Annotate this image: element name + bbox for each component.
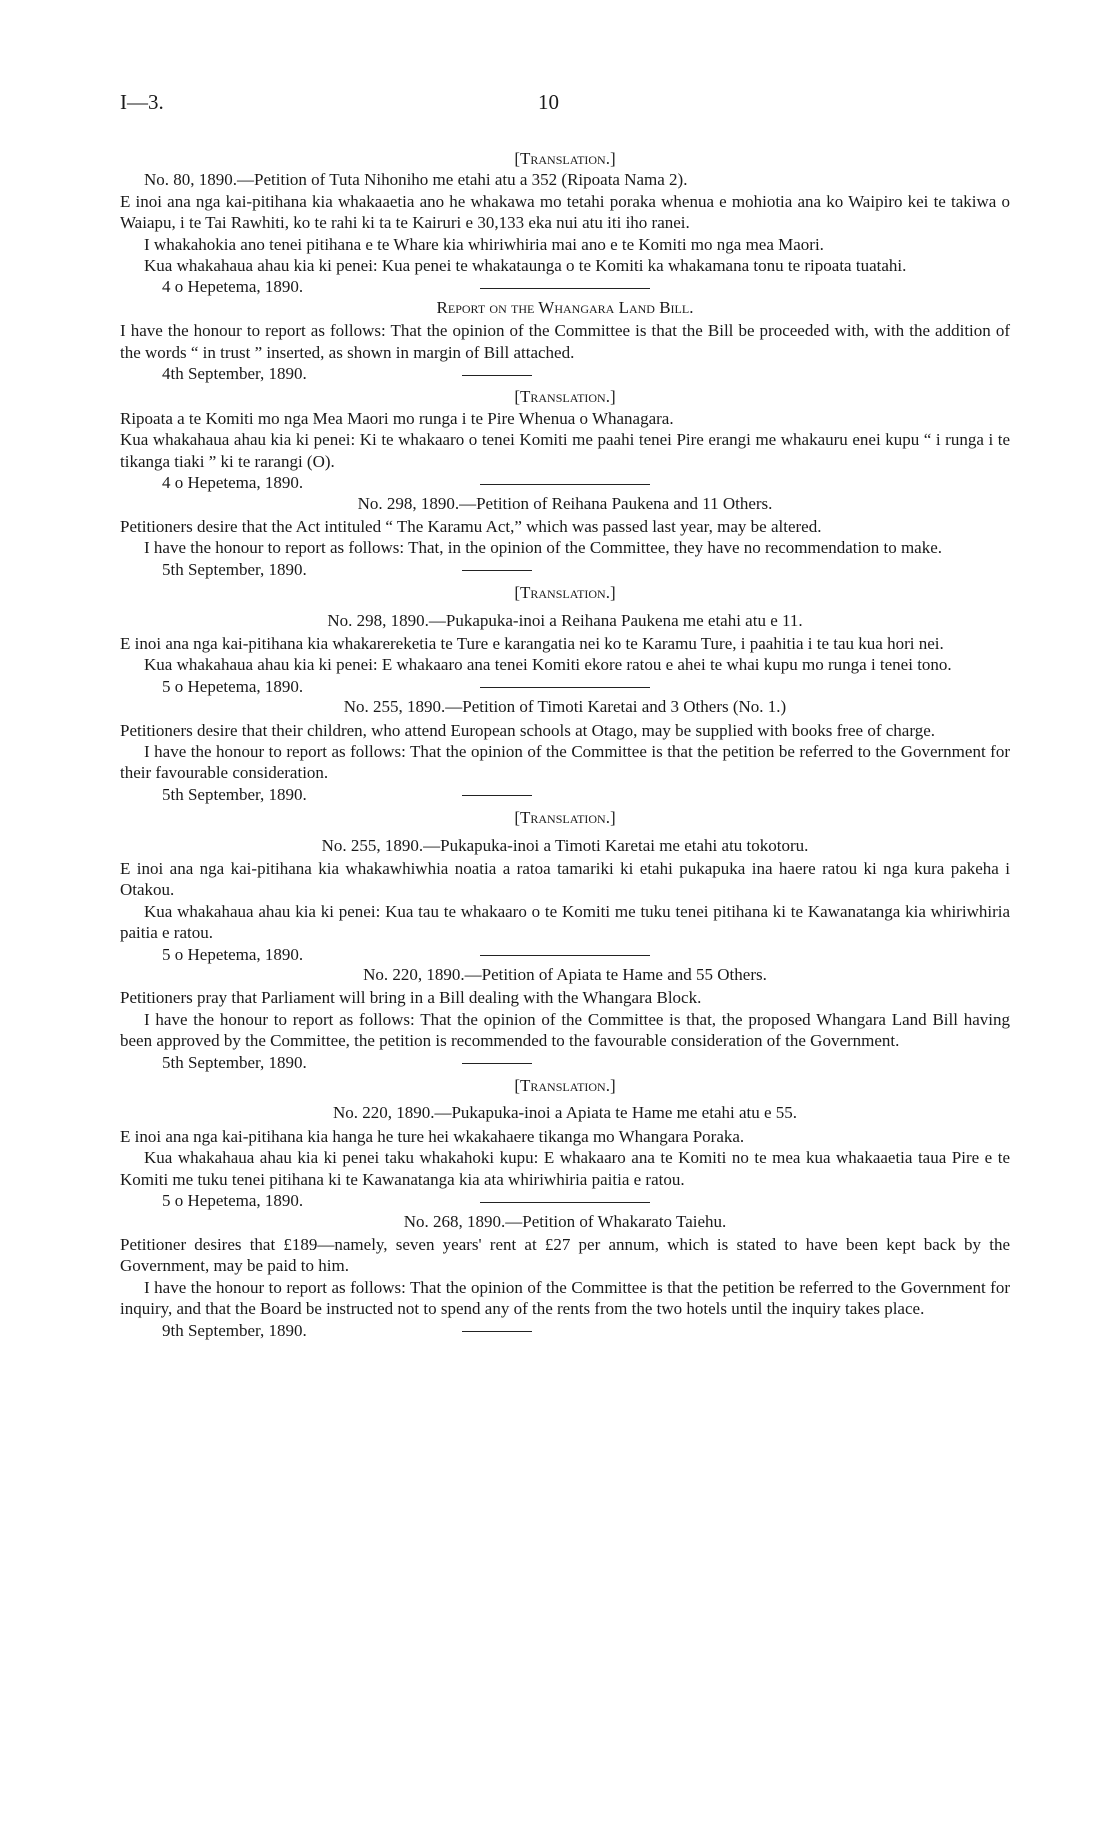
section-petition-80 xyxy=(120,148,1010,297)
section-title: No. 268, 1890.—Petition of Whakarato Taiehu. xyxy=(403,1211,727,1231)
section-whangara-report xyxy=(120,297,1010,493)
section-petition-255 xyxy=(120,696,1010,964)
paragraph: Petitioners desire that the Act intituled “ The Karamu Act,” which was passed last year, may be altered. xyxy=(120,516,822,536)
section-title: No. 80, 1890.—Petition of Tuta Nihoniho me etahi atu a 352 (Ripoata Nama 2). xyxy=(144,170,688,190)
document-body xyxy=(120,146,1010,1341)
section-title: Report on the Whangara Land Bill. xyxy=(436,297,694,317)
paragraph: E inoi ana nga kai-pitihana kia whakaaetia ano he whakawa mo tetahi poraka whenua e mohiotia ana ko Waipiro kei te takiwa o Waiapu, i te Tai Rawhiti, ko te rahi ki ta te Kairuri e 30,133 eka nui atu iti iho ranei. xyxy=(120,191,1010,233)
section-title: No. 255, 1890.—Pukapuka-inoi a Timoti Karetai me etahi atu tokotoru. xyxy=(321,835,809,855)
divider xyxy=(480,288,650,289)
date: 4 o Hepetema, 1890. xyxy=(162,473,304,493)
section-title: No. 220, 1890.—Pukapuka-inoi a Apiata te Hame me etahi atu e 55. xyxy=(332,1103,798,1123)
translation-label: [Translation.] xyxy=(514,808,616,828)
divider xyxy=(462,1063,532,1064)
date: 5 o Hepetema, 1890. xyxy=(162,1191,304,1211)
paragraph: E inoi ana nga kai-pitihana kia whakawhiwhia noatia a ratoa tamariki ki etahi pukapuka ina haere ratou ki nga kura pakeha i Otakou. xyxy=(120,859,1010,900)
section-title: No. 298, 1890.—Petition of Reihana Paukena and 11 Others. xyxy=(357,493,773,513)
paragraph: I have the honour to report as follows: That, in the opinion of the Committee, they have no recommendation to make. xyxy=(144,538,943,558)
paragraph: E inoi ana nga kai-pitihana kia hanga he ture hei wkakahaere tikanga mo Whangara Poraka. xyxy=(120,1126,745,1146)
divider xyxy=(462,1331,532,1332)
paragraph: I have the honour to report as follows: That the opinion of the Committee is that the petition be referred to the Government for inquiry, and that the Board be instructed not to spend any of the rents from the two hotels until the inquiry takes place. xyxy=(120,1277,1010,1319)
date: 5th September, 1890. xyxy=(162,1052,307,1072)
date: 5 o Hepetema, 1890. xyxy=(162,676,304,696)
section-title: No. 298, 1890.—Pukapuka-inoi a Reihana Paukena me etahi atu e 11. xyxy=(327,610,803,630)
paragraph: E inoi ana nga kai-pitihana kia whakarereketia te Ture e karangatia nei ko te Karamu Ture, i paahitia i te tau kua hori nei. xyxy=(120,633,944,653)
page-number: 10 xyxy=(538,90,559,114)
divider xyxy=(480,484,650,485)
section-petition-298 xyxy=(120,493,1010,696)
translation-label: [Translation.] xyxy=(514,387,616,407)
translation-label: [Translation.] xyxy=(514,149,616,168)
paragraph: I whakahokia ano tenei pitihana e te Whare kia whiriwhiria mai ano e te Komiti mo nga mea Maori. xyxy=(144,234,824,254)
date: 4th September, 1890. xyxy=(162,364,307,384)
date: 4 o Hepetema, 1890. xyxy=(162,277,304,297)
section-title: Ripoata a te Komiti mo nga Mea Maori mo runga i te Pire Whenua o Whanagara. xyxy=(120,408,674,428)
section-title: No. 255, 1890.—Petition of Timoti Karetai and 3 Others (No. 1.) xyxy=(343,697,787,717)
section-petition-220 xyxy=(120,964,1010,1211)
paragraph: Kua whakahaua ahau kia ki penei: E whakaaro ana tenei Komiti ekore ratou e ahei te whai kupu mo runga i tenei tono. xyxy=(144,655,952,675)
date: 5th September, 1890. xyxy=(162,784,307,804)
divider xyxy=(480,955,650,956)
paragraph: Petitioners desire that their children, who attend European schools at Otago, may be supplied with books free of charge. xyxy=(120,720,935,740)
translation-label: [Translation.] xyxy=(514,583,616,603)
paragraph: I have the honour to report as follows: That the opinion of the Committee is that the petition be referred to the Government for their favourable consideration. xyxy=(120,741,1010,783)
divider xyxy=(480,687,650,688)
paragraph: I have the honour to report as follows: That the opinion of the Committee is that the Bill be proceeded with, with the addition of the words “ in trust ” inserted, as shown in margin of Bill attached. xyxy=(120,321,1010,362)
paragraph: Petitioner desires that £189—namely, seven years' rent at £27 per annum, which is stated to have been kept back by the Government, may be paid to him. xyxy=(120,1234,1010,1276)
divider xyxy=(462,375,532,376)
paragraph: Kua whakahaua ahau kia ki penei: Kua penei te whakataunga o te Komiti ka whakamana tonu te ripoata tuatahi. xyxy=(144,256,907,276)
divider xyxy=(480,1202,650,1203)
date: 5 o Hepetema, 1890. xyxy=(162,944,304,964)
translation-label: [Translation.] xyxy=(514,1076,616,1096)
section-petition-268 xyxy=(120,1211,1010,1341)
section-title: No. 220, 1890.—Petition of Apiata te Hame and 55 Others. xyxy=(363,965,767,985)
page-header xyxy=(120,90,1010,120)
paper-reference: I—3. xyxy=(120,90,164,114)
paragraph: I have the honour to report as follows: That the opinion of the Committee is that, the proposed Whangara Land Bill having been approved by the Committee, the petition is recommended to the favourable consideration of the Government. xyxy=(120,1009,1010,1051)
divider xyxy=(462,570,532,571)
divider xyxy=(462,795,532,796)
date: 5th September, 1890. xyxy=(162,559,307,579)
paragraph: Kua whakahaua ahau kia ki penei taku whakahoki kupu: E whakaaro ana te Komiti no te mea kua whakaaetia taua Pire e te Komiti me tuku tenei pitihana ki te Kawanatanga kia ata whiriwhiria paitia e ratou. xyxy=(120,1148,1010,1189)
date: 9th September, 1890. xyxy=(162,1320,307,1340)
paragraph: Kua whakahaua ahau kia ki penei: Ki te whakaaro o tenei Komiti me paahi tenei Pire erangi me whakauru enei kupu “ i runga i te tikanga tiaki ” ki te rarangi (O). xyxy=(120,430,1010,471)
paragraph: Kua whakahaua ahau kia ki penei: Kua tau te whakaaro o te Komiti me tuku tenei pitihana ki te Kawanatanga kia whiriwhiria paitia e ratou. xyxy=(120,901,1010,943)
paragraph: Petitioners pray that Parliament will bring in a Bill dealing with the Whangara Block. xyxy=(120,988,702,1008)
